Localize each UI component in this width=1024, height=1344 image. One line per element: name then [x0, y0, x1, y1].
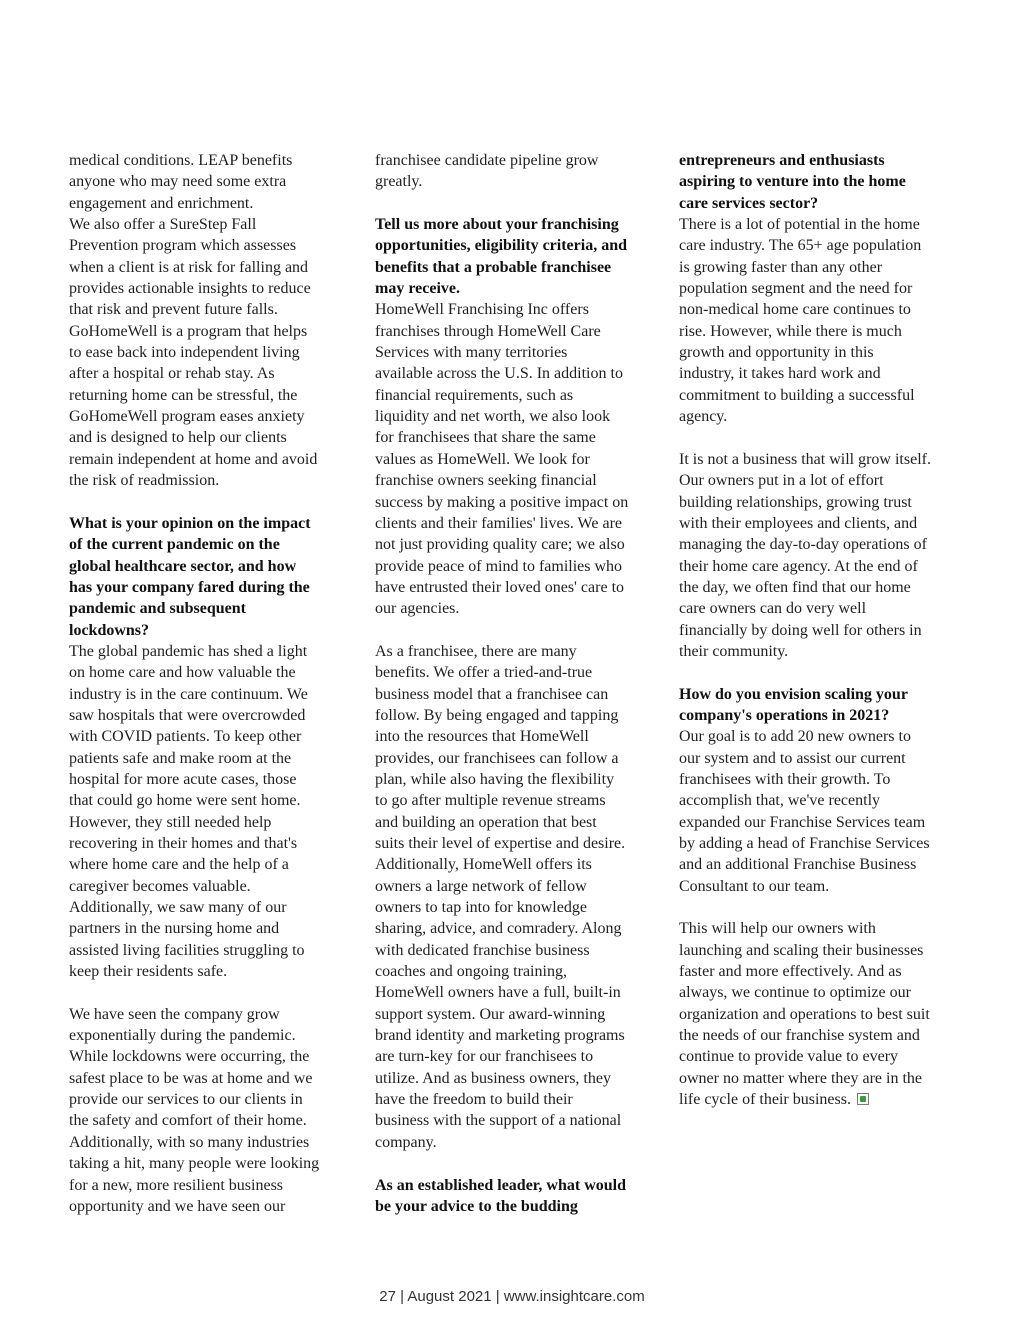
interview-question	[679, 150, 969, 214]
interview-question	[69, 513, 357, 641]
body-paragraph	[679, 214, 969, 427]
body-paragraph	[69, 641, 357, 983]
body-paragraph	[69, 214, 357, 491]
body-paragraph	[679, 726, 969, 897]
interview-question	[679, 684, 969, 727]
paragraph-text: Tell us more about your franchising opportunities, eligibility criteria, and benefits that a probable franchisee may receive.	[375, 216, 627, 298]
paragraph-text: We also offer a SureStep Fall Prevention program which assesses when a client is at risk for falling and provides actionable insights to reduce that risk and prevent future falls. GoHomeWell is a program that helps to ease back into independent living after a hospital or rehab stay. As returning home can be stressful, the GoHomeWell program eases anxiety and is designed to help our clients remain independent at home and avoid the risk of readmission.	[69, 216, 318, 490]
interview-question	[375, 1175, 663, 1218]
paragraph-text: As a franchisee, there are many benefits. We offer a tried-and-true business model that a franchisee can follow. By being engaged and tapping into the resources that HomeWell provides, our franchisees can follow a plan, while also having the flexibility to go after multiple revenue streams and building an operation that best suits their level of expertise and desire. Additionally, HomeWell offers its owners a large network of fellow owners to tap into for knowledge sharing, advice, and comradery. Along with dedicated franchise business coaches and ongoing training, HomeWell owners have a full, built-in support system. Our award-winning brand identity and marketing programs are turn-key for our franchisees to utilize. And as business owners, they have the freedom to build their business with the support of a national company.	[375, 642, 626, 1151]
interview-question	[375, 214, 663, 299]
body-paragraph	[375, 299, 663, 619]
paragraph-text: franchisee candidate pipeline grow greatly.	[375, 152, 599, 191]
paragraph-text: It is not a business that will grow itself. Our owners put in a lot of effort building relationships, growing trust with their employees and clients, and managing the day-to-day operations of their home care agency. At the end of the day, we often find that our home care owners can do very well financially by doing well for others in their community.	[679, 450, 931, 660]
end-of-article-icon	[857, 1093, 869, 1105]
body-paragraph	[375, 150, 663, 193]
paragraph-text: The global pandemic has shed a light on home care and how valuable the industry is in the care continuum. We saw hospitals that were overcrowded with COVID patients. To keep other patients safe and make room at the hospital for more acute cases, those that could go home were sent home. However, they still needed help recovering in their homes and that's where home care and the help of a caregiver becomes valuable. Additionally, we saw many of our partners in the nursing home and assisted living facilities struggling to keep their residents safe.	[69, 642, 308, 981]
paragraph-text: entrepreneurs and enthusiasts aspiring to venture into the home care services sector?	[679, 152, 906, 212]
paragraph-text: How do you envision scaling your company's operations in 2021?	[679, 685, 908, 724]
body-paragraph	[69, 150, 357, 214]
paragraph-text: medical conditions. LEAP benefits anyone who may need some extra engagement and enrichment.	[69, 152, 293, 212]
body-paragraph	[375, 641, 663, 1153]
paragraph-text: This will help our owners with launching and scaling their businesses faster and more effectively. And as always, we continue to optimize our organization and operations to best suit the needs of our franchise system and continue to provide value to every owner no matter where they are in the life cycle of their business.	[679, 920, 930, 1109]
paragraph-text: We have seen the company grow exponentially during the pandemic. While lockdowns were occurring, the safest place to be was at home and we provide our services to our clients in the safety and comfort of their home. Additionally, with so many industries taking a hit, many people were looking for a new, more resilient business opportunity and we have seen our	[69, 1005, 320, 1215]
paragraph-text: HomeWell Franchising Inc offers franchises through HomeWell Care Services with many territories available across the U.S. In addition to financial requirements, such as liquidity and net worth, we also look for franchisees that share the same values as HomeWell. We look for franchise owners seeking financial success by making a positive impact on clients and their families' lives. We are not just providing quality care; we also provide peace of mind to families who have entrusted their loved ones' care to our agencies.	[375, 301, 629, 618]
article-column-2	[375, 150, 663, 1217]
body-paragraph	[69, 1004, 357, 1217]
article-column-3	[679, 150, 969, 1110]
body-paragraph	[679, 449, 969, 662]
paragraph-text: As an established leader, what would be your advice to the budding	[375, 1176, 627, 1215]
page-footer: 27 | August 2021 | www.insightcare.com	[379, 1288, 645, 1305]
paragraph-text: Our goal is to add 20 new owners to our system and to assist our current franchisees with their growth. To accomplish that, we've recently expanded our Franchise Services team by adding a head of Franchise Services and an additional Franchise Business Consultant to our team.	[679, 728, 930, 895]
body-paragraph	[679, 918, 969, 1110]
article-column-1	[69, 150, 357, 1217]
paragraph-text: There is a lot of potential in the home care industry. The 65+ age population is growing faster than any other population segment and the need for non-medical home care continues to rise. However, while there is much growth and opportunity in this industry, it takes hard work and commitment to building a successful agency.	[679, 216, 922, 426]
paragraph-text: What is your opinion on the impact of the current pandemic on the global healthcare sector, and how has your company fared during the pandemic and subsequent lockdowns?	[69, 514, 311, 639]
